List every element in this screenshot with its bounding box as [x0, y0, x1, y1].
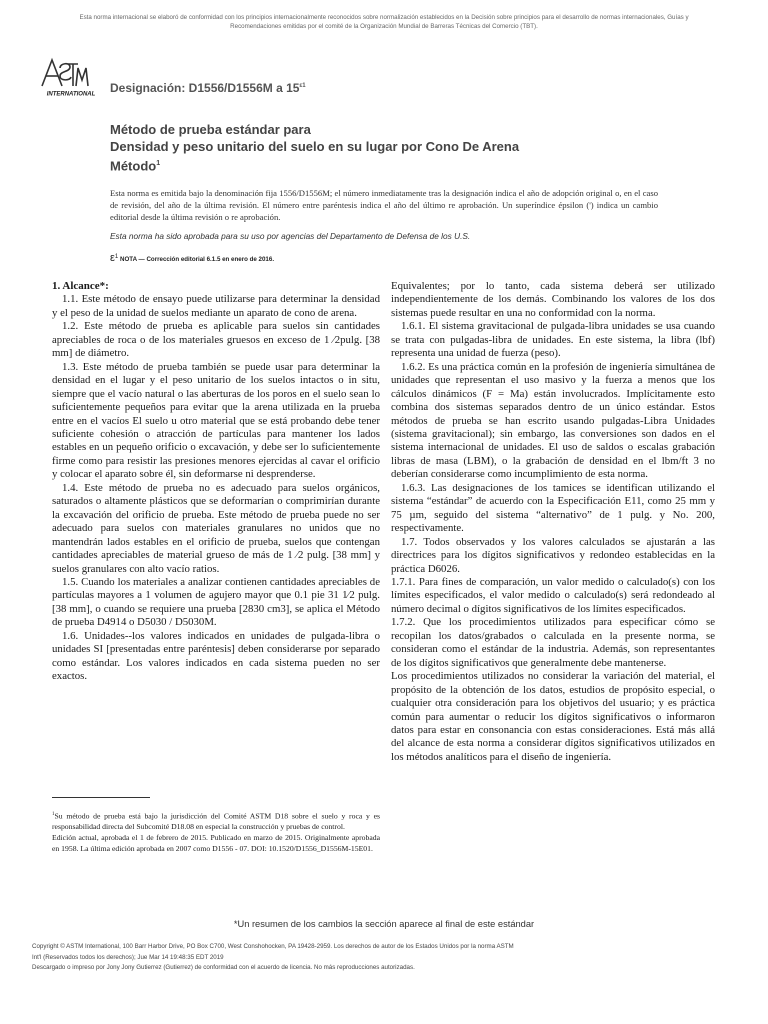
paragraph-1-6-2: 1.6.2. Es una práctica común en la profesión de ingeniería simultánea de unidades que representan el uso masivo y la fuerza a menos que los cálculos dinámicos (F = Ma) están involucrados. Implícitamente esto combina dos sistemas separados dentro de un único estándar. Estos métodos de prueba se han escrito usando pulgadas-Libra Unidades (sistema gravitacional); sin embargo, las conversiones son dados en el sistema internacional de unidades. El uso de saldos o escalas grabación libras de masa (LBM), o la grabación de densidad en el lbm/ft 3 no deberían considerarse como incumplimiento de esta norma.	[391, 360, 715, 481]
section-heading-scope: 1. Alcance*:	[52, 280, 109, 292]
title-line-3: Método$^1$	[110, 158, 161, 174]
epsilon-sup: 1	[114, 253, 119, 260]
dod-approval-note: Esta norma ha sido aprobada para su uso por agencias del Departamento de Defensa de los U.S.	[110, 231, 471, 241]
epsilon-symbol: ε	[110, 252, 115, 264]
copyright-block	[32, 942, 732, 974]
paragraph-1-6-3: 1.6.3. Las designaciones de los tamices se identifican utilizando el sistema “estándar” de acuerdo con la Especificación E11, como 25 mm y 75 µm, seguido del sistema “alternativo” de 1 pulg. y No. 200, respectivamente.	[391, 481, 715, 535]
copyright-line-2: Int'l (Reservados todos los derechos); Jue Mar 14 19:48:35 EDT 2019	[32, 953, 224, 961]
title-line-2: Densidad y peso unitario del suelo en su lugar por Cono De Arena	[110, 139, 520, 154]
paragraph-1-3: 1.3. Este método de prueba también se puede usar para determinar la densidad en el lugar y el peso unitario de los suelos intactos o in situ, siempre que el vacío natural o las aberturas de los poros en el suelo sean lo suficientemente pequeños para evitar que la arena utilizada en la prueba entre en el vacíos El suelo u otro material que se está probando debe tener suficiente cohesión o atracción de partículas para mantener los lados estables en un pequeño orificio o excavación, y debe ser lo suficientemente firme como para resistir las presiones menores ejercidas al cavar el orificio y colocar el aparato sobre él, sin deformarse ni desprenderse.	[52, 360, 380, 481]
paragraph-1-4: 1.4. Este método de prueba no es adecuado para suelos orgánicos, saturados o altamente plásticos que se deformarían o comprimirían durante la excavación del orificio de prueba. Este método de prueba puede no ser adecuado para suelos con materiales granulares no unidos que no mantendrán lados estables en el orificio de prueba, suelos que contengan cantidades apreciables de material grueso de más de 1 ⁄2 pulg. [38 mm] y suelos granulares con alto vacío ratios.	[52, 481, 380, 575]
left-column	[52, 280, 380, 684]
paragraph-1-6-cont: Equivalentes; por lo tanto, cada sistema deberá ser utilizado independientemente de los demás. Combinando los valores de los dos sistemas puede resultar en una no conformidad con la norma.	[391, 280, 715, 319]
summary-of-changes-note: *Un resumen de los cambios la sección aparece al final de este estándar	[233, 919, 535, 929]
paragraph-1-7-2: 1.7.2. Que los procedimientos utilizados para especificar cómo se recopilan los datos/grabados o calculada en la presente norma, se consideran como el estándar de la industria. Además, son representantes de los dígitos significativos que generalmente debe mantenerse.	[391, 616, 715, 669]
editorial-note-text: NOTA — Corrección editorial 6.1.5 en enero de 2016.	[119, 256, 275, 263]
footnote-divider	[52, 797, 150, 798]
designation-suffix: ε1	[299, 83, 306, 89]
footnote-edition: Edición actual, aprobada el 1 de febrero de 2015. Publicado en marzo de 2015. Originalmente aprobada en 1958. La última edición aprobada en 2007 como D1556 - 07. DOI: 10.1520/D1556_D1556M-15E01.	[52, 832, 380, 853]
editorial-note	[110, 252, 274, 264]
paragraph-1-6: 1.6. Unidades--los valores indicados en unidades de pulgada-libra o unidades SI [presentadas entre paréntesis] deben considerarse por separado como estándar. Los valores indicados en cada sistema pueden no ser exactos.	[52, 629, 380, 683]
astm-logo	[32, 54, 108, 98]
paragraph-1-7: 1.7. Todos observados y los valores calculados se ajustarán a las directrices para los dígitos significativos y redondeo establecidas en la práctica D6026.	[391, 535, 715, 575]
designation	[110, 81, 306, 95]
paragraph-1-7-3: Los procedimientos utilizados no considerar la variación del material, el propósito de la obtención de los datos, estudios de propósito especial, o cualquier otra consideración para los objetivos del usuario; y es práctica común para aumentar o reducir los dígitos significativos o informaron datos para estar en consonancia con estas consideraciones. Está más allá del alcance de esta norma a considerar dígitos significativos utilizados en los métodos analíticos para el diseño de ingeniería.	[391, 670, 715, 763]
svg-text:INTERNATIONAL: INTERNATIONAL	[46, 91, 96, 98]
page-title	[110, 121, 710, 174]
title-footnote-mark: 1	[156, 160, 161, 167]
right-column	[391, 280, 715, 764]
footnote-mark: 1	[52, 812, 55, 817]
footnote	[52, 810, 380, 854]
paragraph-1-1: 1.1. Este método de ensayo puede utilizarse para determinar la densidad y el peso de la unidad de suelos mediante un aparato de cono de arena.	[52, 293, 380, 319]
title-line-1: Método de prueba estándar para	[110, 122, 311, 137]
copyright-line-3: Descargado o impreso por Jony Jony Gutierrez (Gutierrez) de conformidad con el acuerdo de licencia. No más reproducciones autorizadas.	[32, 964, 415, 971]
international-standard-note: Esta norma internacional se elaboró de conformidad con los principios internacionalmente reconocidos sobre normalización establecidos en la Decisión sobre principios para el desarrollo de normas internacionales, Guías y Recomendaciones emitidas por el comité de la Organización Mundial de Barreras Técnicas del Comercio (TBT).	[79, 14, 689, 30]
paragraph-1-7-1: 1.7.1. Para fines de comparación, un valor medido o calculado(s) con los límites especificados, el valor medido o calculado(s) será redondeado al número decimal o dígitos significativos de los límites especificados.	[391, 575, 715, 615]
footnote-jurisdiction: $^1$Su método de prueba está bajo la jurisdicción del Comité ASTM D18 sobre el suelo y roca y es responsabilidad directa del Subcomité D18.08 en especial la construcción y pruebas de control.	[52, 811, 380, 832]
copyright-line-1: Copyright © ASTM International, 100 Barr Harbor Drive, PO Box C700, West Conshohocken, PA 19428-2959. Los derechos de autor de los Estados Unidos por la norma ASTM	[32, 943, 514, 950]
issuance-statement: Esta norma es emitida bajo la denominación fija 1556/D1556M; el número inmediatamente tras la designación indica el año de adopción original o, en el caso de revisión, del año de la última revisión. El número entre paréntesis indica el año del último re aprobación. Un superíndice épsilon (') indica un cambio editorial desde la última revisión o re aprobación.	[110, 188, 658, 222]
paragraph-1-2: 1.2. Este método de prueba es aplicable para suelos sin cantidades apreciables de roca o de los materiales gruesos en exceso de 1 ⁄2pulg. [38 mm] de diámetro.	[52, 320, 380, 360]
paragraph-1-6-1: 1.6.1. El sistema gravitacional de pulgada-libra unidades se usa cuando se trata con pulgadas-libra de unidades. En este sistema, la libra (lbf) representa una unidad de fuerza (peso).	[391, 320, 715, 360]
paragraph-1-5: 1.5. Cuando los materiales a analizar contienen cantidades apreciables de partículas mayores a 1 volumen de agujero mayor que 0.1 pie 31 1⁄2 pulg. [38 mm], o cuando se requiere una prueba [2830 cm3], se aplica el Método de prueba D4914 o D5030 / D5030M.	[52, 575, 380, 629]
designation-label: Designación: D1556/D1556M a 15	[110, 81, 300, 95]
